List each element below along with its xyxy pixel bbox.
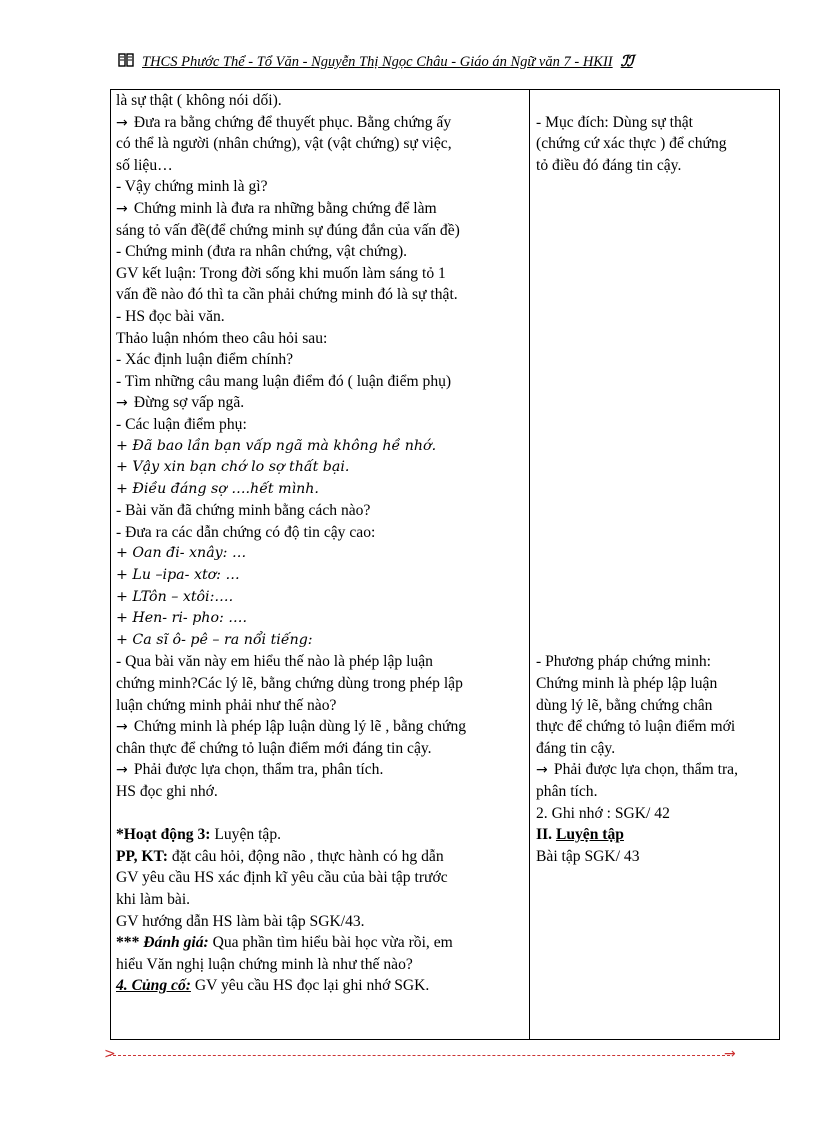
question-line: - Tìm những câu mang luận điểm đó ( luận điểm phụ) <box>116 372 452 390</box>
question-line: - Xác định luận điểm chính? <box>116 351 294 369</box>
column-divider <box>529 90 530 1039</box>
arrow-icon: → <box>116 719 128 736</box>
note-line: thực để chứng tỏ luận điểm mới <box>536 718 736 736</box>
spacer <box>116 803 526 825</box>
arrow-icon: → <box>116 200 128 217</box>
section-heading: II. Luyện tập <box>536 826 624 844</box>
text-line: hiểu Văn nghị luận chứng minh là như thế nào? <box>116 955 413 973</box>
text-line: - Đưa ra các dẫn chứng có độ tin cậy cao: <box>116 523 376 541</box>
arrow-icon: → <box>116 114 128 131</box>
quote-line: + Ca sĩ ô- pê – ra nổi tiếng: <box>116 631 313 648</box>
note-line: đáng tin cậy. <box>536 739 616 757</box>
text-line: khi làm bài. <box>116 890 191 908</box>
footer-dashed-line <box>108 1055 730 1056</box>
left-column <box>116 90 526 997</box>
text-line: GV kết luận: Trong đời sống khi muốn làm sáng tỏ 1 <box>116 264 446 282</box>
text-line: - HS đọc bài văn. <box>116 307 225 325</box>
header-text: THCS Phước Thể - Tổ Văn - Nguyễn Thị Ngọc Châu - Giáo án Ngữ văn 7 - HKII <box>142 54 613 70</box>
activity-heading: *Hoạt động 3: Luyện tập. <box>116 826 282 844</box>
arrow-icon: → <box>116 762 128 779</box>
text-line: là sự thật ( không nói dối). <box>116 92 282 109</box>
footer-arrow-icon: → <box>724 1046 736 1062</box>
text-line: sáng tỏ vấn đề(để chứng minh sự đúng đắn của vấn đề) <box>116 221 460 239</box>
spacer <box>536 90 774 112</box>
text-line: - Chứng minh (đưa ra nhân chứng, vật chứng). <box>116 243 408 261</box>
note-line: - Mục đích: Dùng sự thật <box>536 113 694 131</box>
note-line: phân tích. <box>536 782 598 800</box>
quote-line: + Vậy xin bạn chớ lo sợ thất bại. <box>116 459 350 476</box>
assessment-line: *** Đánh giá: Qua phần tìm hiểu bài học vừa rồi, em <box>116 934 453 952</box>
method-line: PP, KT: đặt câu hỏi, động não , thực hành có hg dẫn <box>116 847 444 865</box>
quote-line: + Điều đáng sợ ….hết mình. <box>116 480 319 497</box>
text-line: → Chứng minh là phép lập luận dùng lý lẽ , bằng chứng <box>116 716 526 738</box>
text-line: → Chứng minh là đưa ra những bằng chứng để làm <box>116 198 526 220</box>
text-line: GV yêu cầu HS xác định kĩ yêu cầu của bài tập trước <box>116 869 448 887</box>
note-line: dùng lý lẽ, bằng chứng chân <box>536 696 713 714</box>
question-line: luận chứng minh phải như thế nào? <box>116 696 337 714</box>
text-line: - Các luận điểm phụ: <box>116 415 247 433</box>
header-decoration: ℐℐ <box>620 54 633 70</box>
text-line: vấn đề nào đó thì ta cần phải chứng minh đó là sự thật. <box>116 286 458 304</box>
spacer <box>536 176 774 651</box>
consolidation-line: 4. Củng cố: GV yêu cầu HS đọc lại ghi nhớ SGK. <box>116 977 430 995</box>
question-line: - Qua bài văn này em hiểu thế nào là phép lập luận <box>116 653 433 671</box>
quote-line: + Hen- ri- pho: …. <box>116 610 247 627</box>
book-icon <box>118 53 134 67</box>
right-column <box>536 90 774 867</box>
note-line: 2. Ghi nhớ : SGK/ 42 <box>536 804 670 822</box>
quote-line: + LTôn – xtôi:…. <box>116 588 234 605</box>
note-line: → Phải được lựa chọn, thẩm tra, <box>536 759 774 781</box>
quote-line: + Lu –ipa- xtơ: … <box>116 567 240 584</box>
note-line: (chứng cứ xác thực ) để chứng <box>536 135 727 153</box>
text-line: HS đọc ghi nhớ. <box>116 783 218 800</box>
arrow-icon: → <box>536 762 548 779</box>
quote-line: + Đã bao lần bạn vấp ngã mà không hề nhớ. <box>116 437 437 454</box>
footer-start-marker: > <box>104 1046 116 1062</box>
note-line: - Phương pháp chứng minh: <box>536 653 712 671</box>
question-line: - Bài văn đã chứng minh bằng cách nào? <box>116 502 371 520</box>
quote-line: + Oan đi- xnây: … <box>116 545 247 562</box>
lesson-table <box>110 89 780 1040</box>
question-line: - Vậy chứng minh là gì? <box>116 178 268 196</box>
text-line: GV hướng dẫn HS làm bài tập SGK/43. <box>116 912 365 930</box>
text-line: số liệu… <box>116 156 173 174</box>
note-line: Bài tập SGK/ 43 <box>536 847 640 865</box>
arrow-icon: → <box>116 395 128 412</box>
page-header <box>118 52 758 76</box>
text-line: chân thực để chứng tỏ luận điểm mới đáng tin cậy. <box>116 739 432 757</box>
note-line: tỏ điều đó đáng tin cậy. <box>536 156 682 174</box>
text-line: → Đừng sợ vấp ngã. <box>116 392 526 414</box>
text-line: có thể là người (nhân chứng), vật (vật chứng) sự việc, <box>116 135 452 153</box>
question-line: chứng minh?Các lý lẽ, bằng chứng dùng trong phép lập <box>116 675 463 693</box>
note-line: Chứng minh là phép lập luận <box>536 674 718 692</box>
text-line: → Phải được lựa chọn, thẩm tra, phân tích. <box>116 759 526 781</box>
text-line: Thảo luận nhóm theo câu hỏi sau: <box>116 329 328 347</box>
text-line: → Đưa ra bằng chứng để thuyết phục. Bằng chứng ấy <box>116 112 526 134</box>
